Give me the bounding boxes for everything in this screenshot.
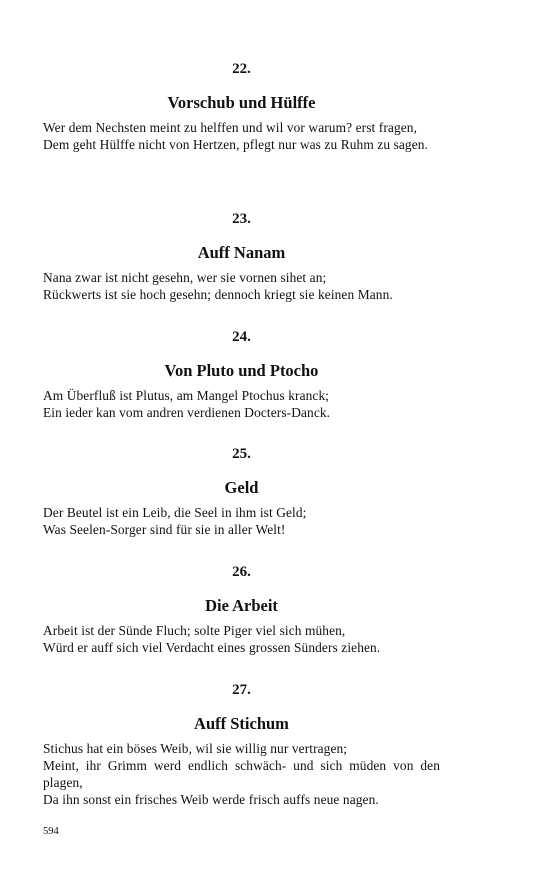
verse-line: Ein ieder kan vom andren verdienen Docters-Danck. <box>43 405 331 420</box>
epigram-text <box>43 119 440 153</box>
epigram-text <box>43 269 440 303</box>
epigram-title: Von Pluto und Ptocho <box>164 361 319 380</box>
epigram-number: 23. <box>232 211 251 227</box>
epigram-number: 22. <box>232 61 251 77</box>
epigram-title: Auff Nanam <box>197 243 286 262</box>
epigram-title: Die Arbeit <box>205 596 278 615</box>
epigram-27 <box>43 681 440 808</box>
verse-line: Meint, ihr Grimm werd endlich schwäch- und sich müden von den plagen, <box>43 758 440 790</box>
verse-line: Was Seelen-Sorger sind für sie in aller Welt! <box>43 522 286 537</box>
epigram-title: Geld <box>224 478 259 497</box>
epigram-number: 26. <box>232 564 251 580</box>
epigram-number: 27. <box>232 682 251 698</box>
epigram-23 <box>43 210 440 303</box>
verse-line: Am Überfluß ist Plutus, am Mangel Ptochus kranck; <box>43 388 330 403</box>
epigram-22 <box>43 60 440 153</box>
verse-line: Rückwerts ist sie hoch gesehn; dennoch kriegt sie keinen Mann. <box>43 287 393 302</box>
verse-line: Stichus hat ein böses Weib, wil sie willig nur vertragen; <box>43 741 348 756</box>
epigram-title: Auff Stichum <box>194 714 289 733</box>
epigram-text <box>43 622 440 656</box>
epigram-text <box>43 504 440 538</box>
epigram-26 <box>43 563 440 656</box>
epigram-25 <box>43 445 440 538</box>
verse-line: Nana zwar ist nicht gesehn, wer sie vornen sihet an; <box>43 270 327 285</box>
verse-line: Arbeit ist der Sünde Fluch; solte Piger viel sich mühen, <box>43 623 346 638</box>
verse-line: Der Beutel ist ein Leib, die Seel in ihm ist Geld; <box>43 505 307 520</box>
epigram-text <box>43 387 440 421</box>
verse-line: Würd er auff sich viel Verdacht eines grossen Sünders ziehen. <box>43 640 381 655</box>
epigram-number: 24. <box>232 329 251 345</box>
verse-line: Wer dem Nechsten meint zu helffen und wil vor warum? erst fragen, <box>43 120 418 135</box>
epigram-title: Vorschub und Hülffe <box>167 93 316 112</box>
epigram-24 <box>43 328 440 421</box>
page-number: 594 <box>43 826 59 837</box>
verse-line: Dem geht Hülffe nicht von Hertzen, pflegt nur was zu Ruhm zu sagen. <box>43 137 429 152</box>
epigram-number: 25. <box>232 446 251 462</box>
verse-line: Da ihn sonst ein frisches Weib werde frisch auffs neue nagen. <box>43 792 379 807</box>
epigram-text <box>43 740 440 808</box>
